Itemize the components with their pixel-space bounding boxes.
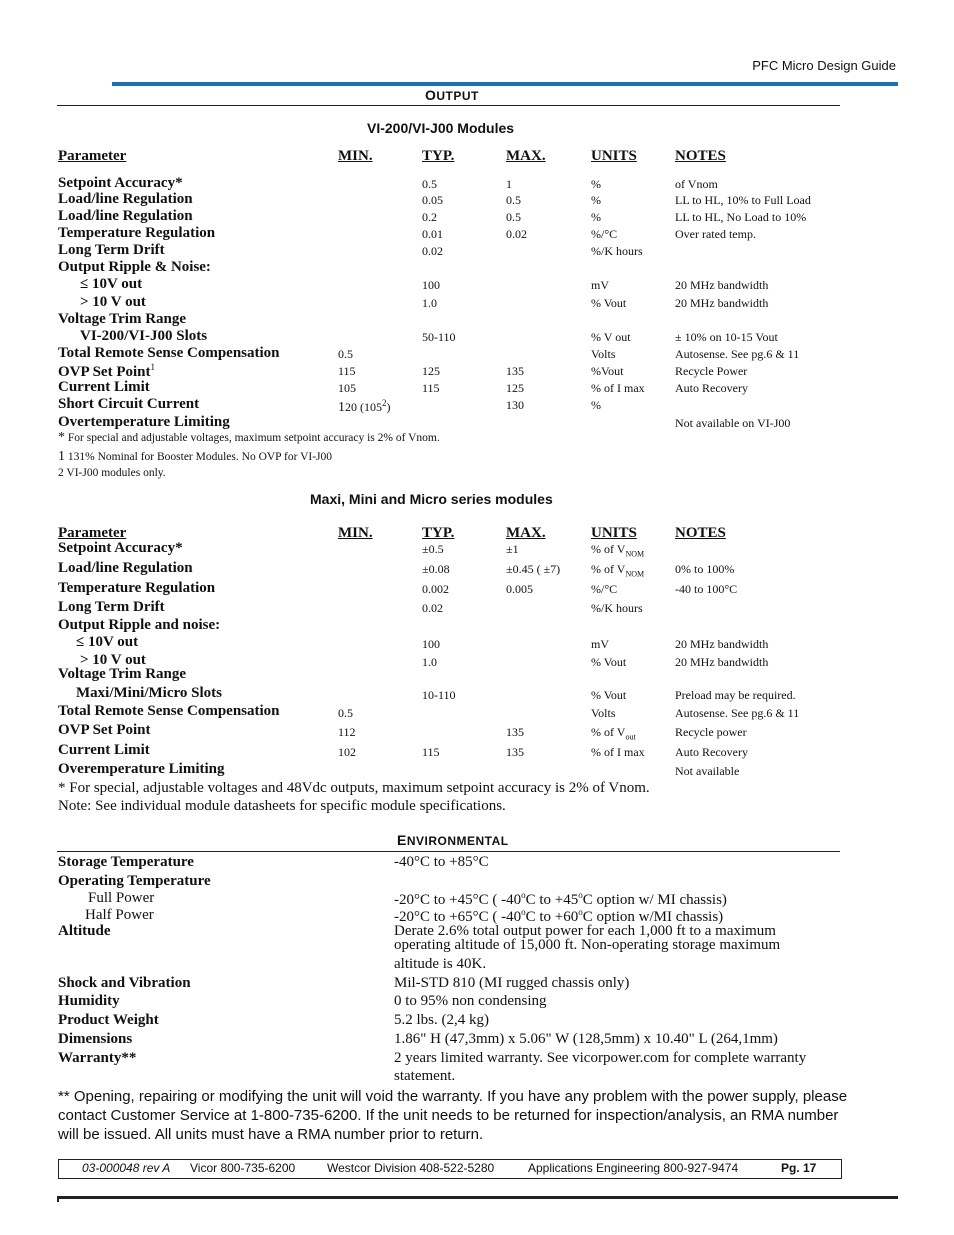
- row-units: %/K hours: [591, 601, 643, 615]
- row-parameter: > 10 V out: [80, 294, 146, 310]
- row-typ: 50-110: [422, 330, 456, 344]
- env-half-power-part-c: C option w/MI chassis): [582, 909, 724, 925]
- env-warranty-line1: 2 years limited warranty. See vicorpower.com for complete warranty: [394, 1050, 807, 1066]
- env-operating-label: Operating Temperature: [58, 873, 211, 889]
- footnote-star-text: For special and adjustable voltages, maximum setpoint accuracy is 2% of Vnom.: [67, 432, 440, 444]
- row-notes: 20 MHz bandwidth: [675, 637, 769, 651]
- row-notes: Not available: [675, 764, 740, 778]
- row-units: Volts: [591, 706, 616, 720]
- table1-col-max: MAX.: [506, 148, 546, 164]
- env-altitude-line3: altitude is 40K.: [394, 956, 487, 972]
- row-typ: 0.05: [422, 193, 443, 207]
- row-notes: 20 MHz bandwidth: [675, 655, 769, 669]
- env-storage-value: -40°C to +85°C: [394, 854, 489, 870]
- row-parameter: Load/line Regulation: [58, 208, 193, 224]
- row-units: %Vout: [591, 364, 624, 378]
- min-part: 20 (105: [345, 400, 382, 414]
- row-min: 112: [338, 725, 356, 739]
- units-text: % of V: [591, 542, 626, 556]
- row-min: 0.5: [338, 347, 353, 361]
- row-parameter: Total Remote Sense Compensation: [58, 703, 280, 719]
- row-min: 105: [338, 381, 356, 395]
- footnote-ref: 1: [150, 362, 155, 372]
- row-parameter: Short Circuit Current: [58, 396, 200, 412]
- row-units: mV: [591, 278, 609, 292]
- row-notes: LL to HL, No Load to 10%: [675, 210, 807, 224]
- row-min: 0.5: [338, 706, 353, 720]
- row-max: ±0.45 ( ±7): [506, 562, 561, 576]
- environmental-section-title: [397, 832, 509, 848]
- row-min: 102: [338, 745, 356, 759]
- units-text: % of V: [591, 562, 626, 576]
- row-notes: Over rated temp.: [675, 227, 756, 241]
- env-half-power-part-b: C to +60: [525, 909, 579, 925]
- row-max: ±1: [506, 542, 519, 556]
- row-max: 125: [506, 381, 524, 395]
- row-notes: Auto Recovery: [675, 745, 748, 759]
- row-units: % Vout: [591, 688, 627, 702]
- row-units: [591, 725, 636, 741]
- row-parameter: OVP Set Point: [58, 722, 151, 738]
- footer-westcor: Westcor Division 408-522-5280: [327, 1161, 495, 1175]
- degree-mark: o: [578, 890, 583, 900]
- env-full-power-part-b: C to +45: [525, 892, 579, 908]
- row-notes: Recycle power: [675, 725, 747, 739]
- environmental-section-title-initial: E: [397, 832, 407, 848]
- footer-vicor: Vicor 800-735-6200: [190, 1161, 296, 1175]
- env-storage-label: Storage Temperature: [58, 854, 194, 870]
- output-section-rule: [57, 105, 840, 106]
- env-altitude-line1: Derate 2.6% total output power for each 1,000 ft to a maximum: [394, 923, 776, 939]
- row-notes: ± 10% on 10-15 Vout: [675, 330, 778, 344]
- env-half-power-part-a: -20°C to +65°C ( -40: [394, 909, 522, 925]
- row-notes: Preload may be required.: [675, 688, 796, 702]
- row-notes: -40 to 100°C: [675, 582, 738, 596]
- table1-title: VI-200/VI-J00 Modules: [367, 120, 515, 136]
- env-weight-label: Product Weight: [58, 1012, 159, 1028]
- row-notes: Auto Recovery: [675, 381, 748, 395]
- table2-col-min: MIN.: [338, 525, 373, 541]
- env-half-power-label: Half Power: [85, 907, 154, 923]
- footnote-1-text: 131% Nominal for Booster Modules. No OVP for VI-J00: [67, 451, 333, 463]
- row-units: % Vout: [591, 296, 627, 310]
- row-parameter: Output Ripple and noise:: [58, 617, 221, 633]
- table2-title: Maxi, Mini and Micro series modules: [310, 491, 553, 507]
- table1-footnote-2: 2 VI-J00 modules only.: [58, 467, 166, 479]
- row-notes: Autosense. See pg.6 & 11: [675, 706, 800, 720]
- row-notes: 20 MHz bandwidth: [675, 278, 769, 292]
- output-section-title-rest: UTPUT: [436, 89, 479, 103]
- row-parameter: > 10 V out: [80, 652, 146, 668]
- env-warranty-label: Warranty**: [58, 1050, 137, 1066]
- row-notes: 0% to 100%: [675, 562, 735, 576]
- row-parameter: Maxi/Mini/Micro Slots: [76, 685, 222, 701]
- row-parameter: Total Remote Sense Compensation: [58, 345, 280, 361]
- output-section-title-initial: O: [425, 87, 437, 103]
- row-max: 0.005: [506, 582, 533, 596]
- footer-page-number: Pg. 17: [781, 1161, 817, 1175]
- env-warranty-line2: statement.: [394, 1068, 456, 1084]
- degree-mark: o: [521, 890, 526, 900]
- row-max: 0.5: [506, 210, 521, 224]
- table1-col-notes: NOTES: [675, 148, 726, 164]
- footnote-star-mark: *: [58, 430, 65, 445]
- table2-col-max: MAX.: [506, 525, 546, 541]
- row-parameter: Voltage Trim Range: [58, 311, 187, 327]
- row-units: % of I max: [591, 745, 645, 759]
- env-full-power-label: Full Power: [88, 890, 155, 906]
- row-parameter: Long Term Drift: [58, 242, 165, 258]
- row-max: 135: [506, 745, 524, 759]
- row-typ: ±0.08: [422, 562, 450, 576]
- row-max: 1: [506, 177, 512, 191]
- row-parameter: Overtemperature Limiting: [58, 414, 230, 430]
- row-parameter: Setpoint Accuracy*: [58, 540, 183, 556]
- table1-col-typ: TYP.: [422, 148, 455, 164]
- row-parameter: VI-200/VI-J00 Slots: [80, 328, 208, 344]
- row-typ: 100: [422, 278, 440, 292]
- degree-mark: o: [521, 907, 526, 917]
- row-max: 135: [506, 725, 524, 739]
- row-units: %: [591, 398, 601, 412]
- row-max: 0.5: [506, 193, 521, 207]
- row-parameter: ≤ 10V out: [80, 276, 143, 292]
- footer-applications: Applications Engineering 800-927-9474: [528, 1161, 739, 1175]
- row-typ: 0.2: [422, 210, 437, 224]
- row-parameter: Output Ripple & Noise:: [58, 259, 211, 275]
- header-accent-bar: [112, 82, 898, 86]
- table2-col-notes: NOTES: [675, 525, 726, 541]
- env-full-power-part-c: C option w/ MI chassis): [582, 892, 727, 908]
- footnote-ref: 2: [382, 398, 387, 408]
- row-parameter: Current Limit: [58, 379, 150, 395]
- table1-col-min: MIN.: [338, 148, 373, 164]
- env-humidity-label: Humidity: [58, 993, 120, 1009]
- row-typ: 115: [422, 745, 440, 759]
- units-subscript: NOM: [625, 569, 645, 579]
- row-units: % of I max: [591, 381, 645, 395]
- row-typ: 0.5: [422, 177, 437, 191]
- row-max: 135: [506, 364, 524, 378]
- row-parameter: Overemperature Limiting: [58, 761, 225, 777]
- row-parameter: Current Limit: [58, 742, 150, 758]
- row-notes: 20 MHz bandwidth: [675, 296, 769, 310]
- row-parameter-text: OVP Set Point: [58, 364, 151, 380]
- header-title: PFC Micro Design Guide: [752, 58, 896, 73]
- row-typ: 0.002: [422, 582, 449, 596]
- row-notes: Recycle Power: [675, 364, 748, 378]
- row-max: 0.02: [506, 227, 527, 241]
- table2-col-units: UNITS: [591, 525, 637, 541]
- min-part: ): [386, 400, 391, 414]
- footer-doc-number: 03-000048 rev A: [82, 1161, 171, 1175]
- row-max: 130: [506, 398, 524, 412]
- footnote-1-mark: 1: [58, 449, 65, 464]
- env-dimensions-value: 1.86" H (47,3mm) x 5.06" W (128,5mm) x 10.40" L (264,1mm): [394, 1031, 778, 1047]
- row-notes: LL to HL, 10% to Full Load: [675, 193, 811, 207]
- row-min: 115: [338, 364, 356, 378]
- row-units: %/K hours: [591, 244, 643, 258]
- table1-col-units: UNITS: [591, 148, 637, 164]
- row-parameter: Temperature Regulation: [58, 580, 216, 596]
- table1-footnote-1: [58, 449, 332, 465]
- env-dimensions-label: Dimensions: [58, 1031, 133, 1047]
- row-units: % Vout: [591, 655, 627, 669]
- table1-footnote-star: [58, 430, 440, 446]
- env-humidity-value: 0 to 95% non condensing: [394, 993, 547, 1009]
- units-subscript: out: [625, 732, 636, 742]
- row-typ: 1.0: [422, 655, 437, 669]
- degree-mark: o: [578, 907, 583, 917]
- row-parameter: Setpoint Accuracy*: [58, 175, 183, 191]
- table2-col-parameter: Parameter: [58, 525, 127, 541]
- table2-col-typ: TYP.: [422, 525, 455, 541]
- env-shock-value: Mil-STD 810 (MI rugged chassis only): [394, 975, 630, 991]
- row-units: Volts: [591, 347, 616, 361]
- row-typ: 0.02: [422, 244, 443, 258]
- row-typ: 10-110: [422, 688, 456, 702]
- row-units: %/°C: [591, 582, 618, 596]
- row-typ: 0.02: [422, 601, 443, 615]
- row-parameter: Voltage Trim Range: [58, 666, 187, 682]
- row-units: mV: [591, 637, 609, 651]
- table1-col-parameter: Parameter: [58, 148, 127, 164]
- env-altitude-label: Altitude: [58, 923, 111, 939]
- row-units: [591, 562, 644, 578]
- row-parameter: Load/line Regulation: [58, 191, 193, 207]
- row-parameter: Load/line Regulation: [58, 560, 193, 576]
- environmental-section-title-rest: NVIRONMENTAL: [406, 834, 509, 848]
- row-notes: Autosense. See pg.6 & 11: [675, 347, 800, 361]
- row-notes: of Vnom: [675, 177, 718, 191]
- row-units: %: [591, 193, 601, 207]
- row-typ: 0.01: [422, 227, 443, 241]
- row-min: [338, 398, 391, 416]
- table2-note-a: * For special, adjustable voltages and 48Vdc outputs, maximum setpoint accuracy is 2% of Vnom.: [58, 780, 650, 796]
- min-part: 1: [338, 400, 345, 415]
- row-typ: ±0.5: [422, 542, 444, 556]
- output-section-title: [425, 87, 479, 103]
- row-units: [591, 542, 644, 558]
- units-subscript: NOM: [625, 549, 645, 559]
- row-notes: Not available on VI-J00: [675, 416, 791, 430]
- env-weight-value: 5.2 lbs. (2,4 kg): [394, 1012, 489, 1028]
- warranty-note: ** Opening, repairing or modifying the unit will void the warranty. If you have any problem with the power supply, please contact Customer Service at 1-800-735-6200. If the unit needs to be returned for inspection/analysis, an RMA number will be issued. All units must have a RMA number prior to return.: [58, 1088, 848, 1143]
- row-units: % V out: [591, 330, 631, 344]
- row-typ: 115: [422, 381, 440, 395]
- table2-note-b: Note: See individual module datasheets for specific module specifications.: [58, 798, 506, 814]
- row-typ: 1.0: [422, 296, 437, 310]
- env-altitude-line2: operating altitude of 15,000 ft. Non-operating storage maximum: [394, 937, 781, 953]
- row-parameter: ≤ 10V out: [76, 634, 139, 650]
- footer-bottom-rule: [57, 1196, 898, 1199]
- row-parameter: Temperature Regulation: [58, 225, 216, 241]
- env-shock-label: Shock and Vibration: [58, 975, 191, 991]
- row-units: %/°C: [591, 227, 618, 241]
- footer-bottom-rule-tick: [57, 1196, 59, 1202]
- row-typ: 100: [422, 637, 440, 651]
- row-units: %: [591, 210, 601, 224]
- env-full-power-part-a: -20°C to +45°C ( -40: [394, 892, 522, 908]
- row-units: %: [591, 177, 601, 191]
- environmental-section-rule: [57, 851, 840, 852]
- units-text: % of V: [591, 725, 626, 739]
- row-typ: 125: [422, 364, 440, 378]
- row-parameter: Long Term Drift: [58, 599, 165, 615]
